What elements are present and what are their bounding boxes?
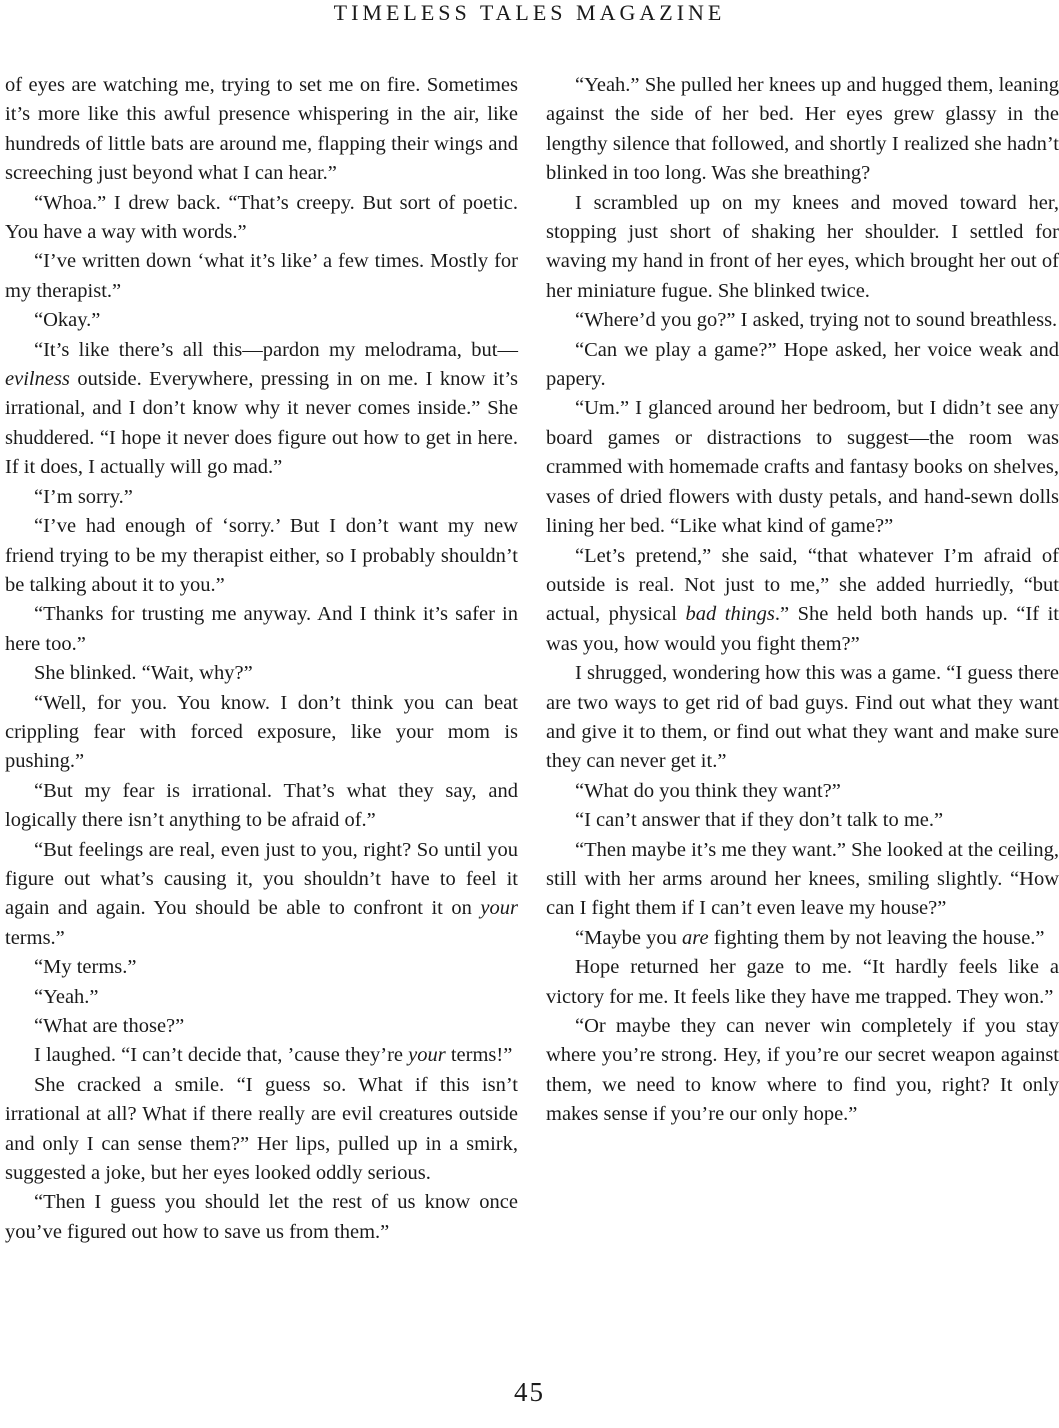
text-run: I scrambled up on my knees and moved toward her, stopping just short of shaking her shoulder. I settled for waving my hand in front of her eyes, which brought her out of her miniature fugue. She blinked twice. [546,191,1059,302]
paragraph [5,600,518,659]
text-run: “Okay.” [34,309,101,332]
text-run: fighting them by not leaving the house.” [708,926,1045,949]
text-run: “Then maybe it’s me they want.” She looked at the ceiling, still with her arms around her knees, smiling slightly. “How can I fight them if I can’t even leave my house?” [546,838,1059,920]
italic-text: bad things [685,603,775,626]
text-run: of eyes are watching me, trying to set me on fire. Sometimes it’s more like this awful presence whispering in the air, like hundreds of little bats are around me, flapping their wings and screeching just beyond what I can hear.” [5,74,518,185]
italic-text: your [408,1044,446,1067]
text-run: “Where’d you go?” I asked, trying not to sound breathless. [575,309,1058,332]
paragraph [5,1188,518,1247]
italic-text: are [682,926,709,949]
text-run: “But feelings are real, even just to you, right? So until you figure out what’s causing it, you shouldn’t have to feel it again and again. You should be able to confront it on [5,838,518,920]
text-run: “Let’s pretend,” she said, “that whatever I’m afraid of outside is real. Not just to me,” she added hurriedly, “but actual, physical [546,544,1059,626]
text-run: “My terms.” [34,956,137,979]
paragraph [546,336,1059,395]
text-run: terms.” [5,926,65,949]
text-run: “What are those?” [34,1015,185,1037]
left-text-column [5,71,518,1247]
paragraph [546,542,1059,660]
paragraph [546,806,1059,835]
paragraph [5,953,518,982]
text-run: Hope returned her gaze to me. “It hardly feels like a victory for me. It feels like they have me trapped. They won.” [546,956,1059,1008]
italic-text: your [480,897,518,920]
text-run: .” She held both hands up. “If it was you, how would you fight them?” [546,603,1059,655]
text-run: “Can we play a game?” Hope asked, her voice weak and papery. [546,338,1059,391]
text-run: “Yeah.” She pulled her knees up and hugged them, leaning against the side of her bed. Her eyes grew glassy in the lengthy silence that followed, and shortly I realized she hadn’t blinked in too long. Was she breathing? [546,74,1059,185]
text-run: “Um.” I glanced around her bedroom, but I didn’t see any board games or distractions to suggest—the room was crammed with homemade crafts and fantasy books on shelves, vases of dried flowers with dusty petals, and hand-sewn dolls lining her bed. “Like what kind of game?” [546,397,1059,538]
text-run: “I can’t answer that if they don’t talk to me.” [575,809,944,832]
page-number: 45 [514,1377,545,1407]
right-text-column [546,71,1059,1130]
text-run: I laughed. “I can’t decide that, ’cause they’re [34,1044,409,1067]
text-run: I shrugged, wondering how this was a game. “I guess there are two ways to get rid of bad guys. Find out what they want and give it to them, or find out what they want and make sure they can never get it.” [546,662,1059,773]
paragraph [5,483,518,512]
paragraph [546,306,1059,335]
text-run: “But my fear is irrational. That’s what they say, and logically there isn’t anything to be afraid of.” [5,779,518,832]
text-run: “Thanks for trusting me anyway. And I think it’s safer in here too.” [5,603,518,655]
italic-text: evilness [5,368,70,391]
paragraph [546,1012,1059,1130]
text-run: “What do you think they want?” [575,779,841,802]
text-run: outside. Everywhere, pressing in on me. I know it’s irrational, and I don’t know why it never comes inside.” She shuddered. “I hope it never does figure out how to get in here. If it does, I actually will go mad.” [5,368,518,479]
paragraph [5,189,518,248]
text-run: “Maybe you [575,926,683,949]
paragraph [5,1012,518,1041]
text-run: She cracked a smile. “I guess so. What if this isn’t irrational at all? What if there really are evil creatures outside and only I can sense them?” Her lips, pulled up in a smirk, suggested a joke, but her eyes looked oddly serious. [5,1073,518,1185]
paragraph [546,777,1059,806]
paragraph [546,659,1059,777]
text-run: “It’s like there’s all this—pardon my melodrama, but— [34,338,518,361]
text-run: “I’ve written down ‘what it’s like’ a few times. Mostly for my therapist.” [5,250,518,302]
paragraph [5,777,518,836]
paragraph [5,247,518,306]
text-run: “Yeah.” [34,985,99,1008]
paragraph [5,689,518,777]
paragraph [546,394,1059,541]
paragraph [5,336,518,483]
text-run: “Then I guess you should let the rest of us know once you’ve figured out how to save us from them.” [5,1191,518,1243]
paragraph [546,924,1059,953]
text-run: “I’m sorry.” [34,485,133,508]
paragraph [5,71,518,189]
paragraph [5,1041,518,1070]
text-run: “I’ve had enough of ‘sorry.’ But I don’t want my new friend trying to be my therapist either, so I probably shouldn’t be talking about it to you.” [5,515,518,596]
paragraph [546,953,1059,1012]
text-run: “Well, for you. You know. I don’t think you can beat crippling fear with forced exposure, like your mom is pushing.” [5,691,518,773]
text-run: “Or maybe they can never win completely if you stay where you’re strong. Hey, if you’re our secret weapon against them, we need to know where to find you, right? It only makes sense if you’re our only hope.” [546,1015,1059,1126]
paragraph [5,836,518,954]
paragraph [546,71,1059,189]
paragraph [5,512,518,600]
text-run: She blinked. “Wait, why?” [34,662,253,685]
paragraph [5,306,518,335]
paragraph [546,189,1059,307]
paragraph [546,836,1059,924]
text-run: terms!” [445,1044,513,1067]
paragraph [5,1071,518,1189]
magazine-header: TIMELESS TALES MAGAZINE [333,0,726,25]
text-run: “Whoa.” I drew back. “That’s creepy. But sort of poetic. You have a way with words.” [5,191,518,244]
paragraph [5,983,518,1012]
paragraph [5,659,518,688]
